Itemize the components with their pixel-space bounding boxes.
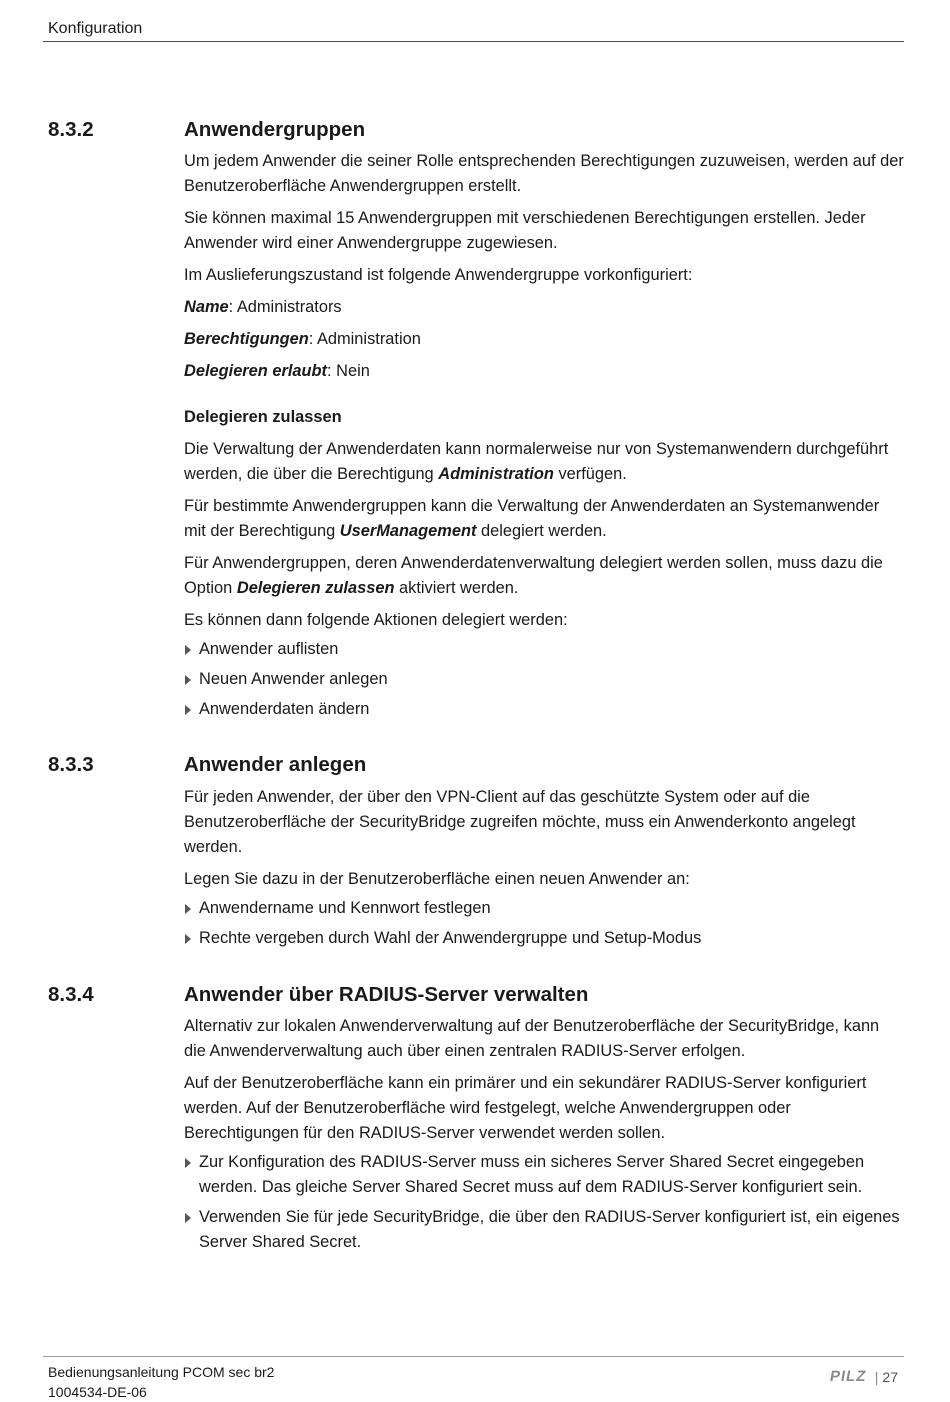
section-title: Anwender anlegen [184,753,367,776]
triangle-bullet-icon [185,1158,191,1168]
triangle-bullet-icon [185,705,191,715]
triangle-bullet-icon [185,645,191,655]
paragraph: Es können dann folgende Aktionen delegiert werden: [184,611,568,629]
list-item [184,1150,904,1200]
list-item-text: Zur Konfiguration des RADIUS-Server muss ein sicheres Server Shared Secret eingegeben werden. Das gleiche Server Shared Secret muss auf dem RADIUS-Server konfiguriert sein. [199,1153,865,1196]
text: verfügen. [553,465,627,483]
paragraph [184,551,904,601]
list-item [184,667,904,692]
default-label: Name [184,298,229,316]
footer-doc-title: Bedienungsanleitung PCOM sec br2 [48,1364,275,1380]
paragraph: Um jedem Anwender die seiner Rolle entsprechenden Berechtigungen zuzuweisen, werden auf der Benutzeroberfläche Anwendergruppen erstellt. [184,152,904,195]
pilz-logo: PILZ [828,1368,869,1385]
triangle-bullet-icon [185,904,191,914]
emphasis: Delegieren zulassen [236,579,395,597]
bullet-list [184,1150,904,1255]
bullet-list [184,896,904,951]
list-item [184,637,904,662]
section-body-8-3-2 [184,149,904,727]
section-body-8-3-3 [184,785,904,956]
section-heading-8-3-3 [48,751,904,779]
bullet-list [184,637,904,722]
default-permissions [184,327,904,352]
paragraph: Für jeden Anwender, der über den VPN-Client auf das geschützte System oder auf die Benutzeroberfläche der SecurityBridge zugreifen möchte, muss ein Anwenderkonto angelegt werden. [184,788,856,856]
text: delegiert werden. [476,522,607,540]
list-item [184,697,904,722]
footer-page-info [830,1368,898,1385]
default-delegation [184,359,904,384]
section-title: Anwender über RADIUS-Server verwalten [184,983,589,1006]
section-heading-8-3-4 [48,981,904,1009]
paragraph: Legen Sie dazu in der Benutzeroberfläche einen neuen Anwender an: [184,870,690,888]
default-value: : Administrators [228,298,342,316]
list-item-text: Anwender auflisten [199,640,339,658]
text: Die Verwaltung der Anwenderdaten kann normalerweise nur von Systemanwendern durchgeführt werden, die über die Berechtigung [184,440,889,483]
running-header: Konfiguration [48,20,143,37]
list-item-text: Anwenderdaten ändern [199,700,370,718]
list-item-text: Rechte vergeben durch Wahl der Anwendergruppe und Setup-Modus [199,929,702,947]
paragraph: Auf der Benutzeroberfläche kann ein primärer und ein sekundärer RADIUS-Server konfiguriert werden. Auf der Benutzeroberfläche wird festgelegt, welche Anwendergruppen oder Berechtigungen für den RADIUS-Server verwendet werden sollen. [184,1074,867,1142]
section-heading-8-3-2 [48,116,904,144]
paragraph [184,437,904,487]
footer-doc-number: 1004534-DE-06 [48,1384,147,1400]
list-item [184,926,904,951]
triangle-bullet-icon [185,1213,191,1223]
footer-separator: | [874,1368,879,1385]
text: Für bestimmte Anwendergruppen kann die Verwaltung der Anwenderdaten an Systemanwender mit der Berechtigung [184,497,880,540]
paragraph: Alternativ zur lokalen Anwenderverwaltung auf der Benutzeroberfläche der SecurityBridge, kann die Anwenderverwaltung auch über einen zentralen RADIUS-Server erfolgen. [184,1017,880,1060]
section-number: 8.3.2 [48,118,94,141]
default-label: Berechtigungen [184,330,309,348]
footer-doc-info [48,1362,274,1402]
emphasis: Administration [438,465,554,483]
list-item-text: Verwenden Sie für jede SecurityBridge, die über den RADIUS-Server konfiguriert ist, ein eigenes Server Shared Secret. [199,1208,900,1251]
page-number: 27 [882,1368,898,1385]
section-number: 8.3.3 [48,753,94,776]
triangle-bullet-icon [185,934,191,944]
header-rule [43,41,904,42]
section-title: Anwendergruppen [184,118,366,141]
list-item-text: Neuen Anwender anlegen [199,670,388,688]
paragraph [184,494,904,544]
paragraph: Im Auslieferungszustand ist folgende Anwendergruppe vorkonfiguriert: [184,266,693,284]
triangle-bullet-icon [185,675,191,685]
default-label: Delegieren erlaubt [184,362,328,380]
section-body-8-3-4 [184,1014,904,1260]
default-value: : Nein [327,362,370,380]
text: aktiviert werden. [394,579,519,597]
text: Für Anwendergruppen, deren Anwenderdatenverwaltung delegiert werden sollen, muss dazu die Option [184,554,883,597]
paragraph: Sie können maximal 15 Anwendergruppen mit verschiedenen Berechtigungen erstellen. Jeder Anwender wird einer Anwendergruppe zugewiesen. [184,209,866,252]
sub-heading: Delegieren zulassen [184,408,342,426]
default-value: : Administration [308,330,421,348]
list-item-text: Anwendername und Kennwort festlegen [199,899,491,917]
emphasis: UserManagement [339,522,477,540]
list-item [184,1205,904,1255]
section-number: 8.3.4 [48,983,94,1006]
list-item [184,896,904,921]
default-name [184,295,904,320]
footer-rule [43,1356,904,1357]
